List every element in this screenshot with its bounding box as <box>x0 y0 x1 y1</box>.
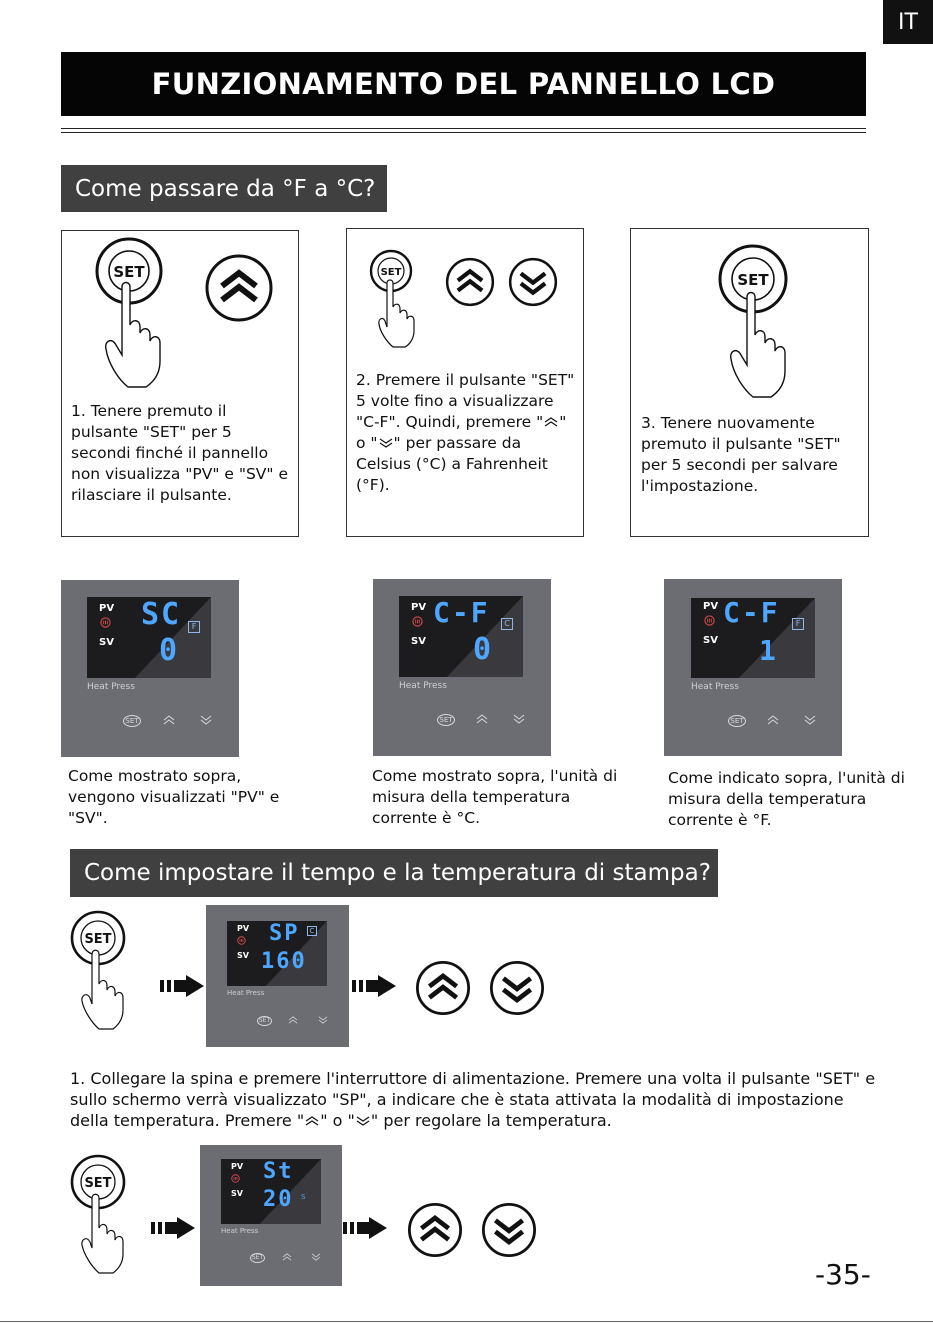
heater-icon <box>100 617 111 628</box>
double-chevron-up-icon <box>543 417 559 427</box>
pv-label: PV <box>703 601 719 612</box>
section-heading-units: Come passare da °F a °C? <box>61 165 387 212</box>
brand-label: Heat Press <box>399 681 447 691</box>
arrow-right-icon <box>160 975 206 997</box>
panel-down-button[interactable] <box>311 1253 321 1261</box>
pv-display: SC <box>141 597 182 632</box>
double-chevron-up-icon <box>304 1116 320 1126</box>
sv-display: 0 <box>473 632 494 667</box>
panel-3-caption: Come indicato sopra, l'unità di misura della temperatura corrente è °F. <box>668 769 905 829</box>
svg-text:SET: SET <box>113 263 145 281</box>
pv-label: PV <box>99 603 115 614</box>
lcd-screen <box>227 921 327 986</box>
brand-label: Heat Press <box>221 1227 259 1235</box>
panel-2-caption: Come mostrato sopra, l'unità di misura della temperatura corrente è °C. <box>372 767 618 827</box>
panel-down-button[interactable] <box>200 715 212 725</box>
panel-set-button[interactable]: SET <box>123 715 141 727</box>
sv-display: 0 <box>159 633 180 668</box>
panel-down-button[interactable] <box>318 1016 328 1024</box>
hand-press-set-illustration <box>68 910 134 1032</box>
page-number: -35- <box>815 1258 871 1291</box>
panel-up-button[interactable] <box>767 715 779 725</box>
panel-set-button[interactable]: SET <box>258 1017 271 1024</box>
section-heading-settings: Come impostare il tempo e la temperatura di stampa? <box>70 849 718 897</box>
panel-up-button[interactable] <box>163 715 175 725</box>
panel-down-button[interactable] <box>513 714 525 724</box>
title-rule-top <box>61 128 866 129</box>
panel-set-button[interactable]: SET <box>251 1254 264 1261</box>
pv-display: SP <box>269 921 300 946</box>
arrow-right-icon <box>151 1217 197 1239</box>
double-chevron-down-icon <box>508 257 558 307</box>
svg-text:SET: SET <box>84 932 112 947</box>
language-tab: IT <box>883 0 933 44</box>
lcd-screen <box>691 598 815 678</box>
sv-label: SV <box>237 951 249 960</box>
sv-display: 160 <box>261 949 307 974</box>
unit-indicator: C <box>501 618 513 630</box>
panel-up-button[interactable] <box>282 1253 292 1261</box>
double-chevron-up-icon <box>415 960 471 1016</box>
double-chevron-down-icon <box>378 438 394 448</box>
pv-label: PV <box>237 924 250 933</box>
hand-press-set-illustration <box>365 249 425 349</box>
pv-display: C-F <box>433 596 490 629</box>
lcd-screen <box>399 596 523 677</box>
step-box-3 <box>630 228 869 537</box>
page-title: FUNZIONAMENTO DEL PANNELLO LCD <box>61 52 866 116</box>
lcd-panel-st <box>200 1145 342 1286</box>
lcd-panel-2 <box>373 579 551 756</box>
sv-display: 20 <box>263 1187 294 1212</box>
unit-indicator: F <box>792 618 804 630</box>
heater-icon <box>231 1174 240 1183</box>
sv-label: SV <box>703 635 718 646</box>
lcd-screen <box>87 597 211 678</box>
arrow-right-icon <box>352 975 398 997</box>
panel-up-button[interactable] <box>476 714 488 724</box>
unit-indicator: F <box>188 621 200 633</box>
double-chevron-up-icon <box>204 253 274 323</box>
arrow-right-icon <box>343 1217 389 1239</box>
lcd-panel-1 <box>61 580 239 757</box>
double-chevron-up-icon <box>407 1202 463 1258</box>
lcd-screen <box>221 1159 321 1224</box>
brand-label: Heat Press <box>227 989 265 997</box>
hand-press-set-illustration <box>68 1154 134 1276</box>
brand-label: Heat Press <box>691 682 739 692</box>
unit-indicator: S <box>301 1193 306 1201</box>
lcd-panel-sp <box>206 905 349 1047</box>
heater-icon <box>412 616 423 627</box>
panel-down-button[interactable] <box>804 715 816 725</box>
panel-set-button[interactable]: SET <box>437 714 455 726</box>
pv-label: PV <box>231 1162 244 1171</box>
heater-icon <box>704 615 715 626</box>
sv-label: SV <box>99 637 114 648</box>
hand-press-set-illustration <box>711 243 801 403</box>
pv-display: St <box>263 1159 294 1184</box>
sv-label: SV <box>231 1189 243 1198</box>
step-1-text: 1. Tenere premuto il pulsante "SET" per 5 secondi finché il pannello non visualizza "PV" e "SV" e rilasciare il pulsante. <box>71 402 289 504</box>
double-chevron-down-icon <box>489 960 545 1016</box>
double-chevron-down-icon <box>481 1202 537 1258</box>
lcd-panel-3 <box>664 579 842 756</box>
brand-label: Heat Press <box>87 682 135 692</box>
svg-text:SET: SET <box>737 271 769 289</box>
double-chevron-down-icon <box>355 1116 371 1126</box>
bottom-rule <box>0 1321 933 1322</box>
title-rule-bottom <box>61 132 866 133</box>
unit-indicator: C <box>307 926 317 936</box>
panel-set-button[interactable]: SET <box>728 715 746 727</box>
setting-paragraph: 1. Collegare la spina e premere l'interruttore di alimentazione. Premere una volta il pulsante "SET" e sullo schermo verrà visualizzato "SP", a indicare che è stata attivata la modalità di impostazione della temperatura. Premere " " o " " per regolare la temperatura. <box>70 1069 876 1130</box>
panel-1-caption: Come mostrato sopra, vengono visualizzati "PV" e "SV". <box>68 767 280 827</box>
panel-up-button[interactable] <box>288 1016 298 1024</box>
step-box-2 <box>346 228 584 537</box>
heater-icon <box>237 936 246 945</box>
step-box-1 <box>61 230 299 537</box>
svg-text:SET: SET <box>84 1176 112 1191</box>
pv-display: C-F <box>723 598 780 629</box>
step-2-text: 2. Premere il pulsante "SET" 5 volte fino a visualizzare "C-F". Quindi, premere " " o " " per passare da Celsius (°C) a Fahrenheit (°F). <box>356 371 575 494</box>
svg-text:SET: SET <box>380 267 402 278</box>
double-chevron-up-icon <box>445 257 495 307</box>
pv-label: PV <box>411 602 427 613</box>
step-3-text: 3. Tenere nuovamente premuto il pulsante "SET" per 5 secondi per salvare l'impostazione. <box>641 414 841 495</box>
sv-label: SV <box>411 636 426 647</box>
sv-display: 1 <box>759 634 778 667</box>
